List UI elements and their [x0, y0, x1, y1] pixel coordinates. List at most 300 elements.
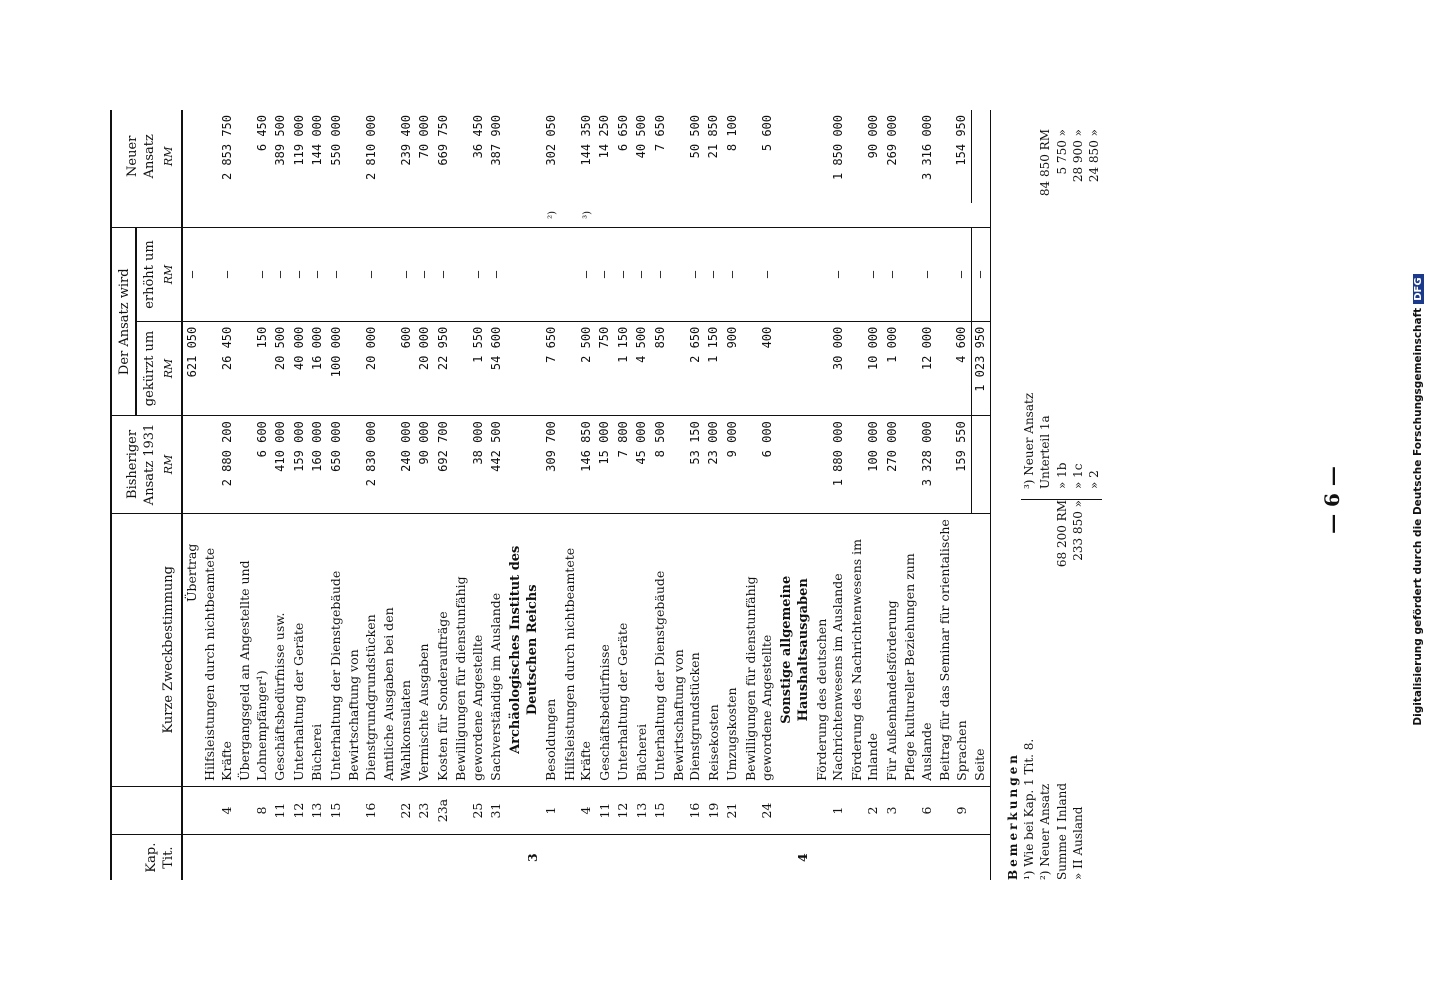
cell-mark [487, 203, 506, 228]
cell-prev: 160 000 [308, 416, 327, 513]
cell-mark [182, 203, 202, 228]
note-3-line-label: » 1c [1070, 463, 1085, 489]
table-row [452, 110, 487, 880]
cell-kap [290, 835, 309, 880]
cell-tit: 15 [651, 786, 670, 834]
cell-kap [614, 835, 633, 880]
cell-raised: — [971, 228, 990, 321]
cell-kap [813, 835, 848, 880]
col-cut-header [136, 321, 182, 416]
cell-raised [542, 228, 561, 321]
cell-desc: Kosten für Sonderaufträge [434, 513, 453, 786]
cell-kap: 4 [777, 835, 813, 880]
tit-label: Tit. [160, 846, 176, 869]
credit-text: Digitalisierung gefördert durch die Deutsche Forschungsgemeinschaft [1412, 307, 1424, 726]
note-3-line [1054, 129, 1070, 489]
cell-new: 389 500 [273, 115, 287, 166]
new-label: Neuer Ansatz [125, 134, 158, 179]
cell-kap [561, 835, 596, 880]
cell-prev: 3 328 000 [901, 416, 936, 513]
cell-cut: 1 150 [705, 321, 724, 416]
note-3-line-value: 24 850 » [1086, 129, 1101, 183]
table-row [380, 110, 415, 880]
cell-tit: 25 [452, 786, 487, 834]
cell-tit: 9 [936, 786, 971, 834]
cell-new: 3 316 000 [919, 115, 934, 181]
cell-kap [236, 835, 271, 880]
cell-cut: 20 000 [345, 321, 380, 416]
cell-new [971, 110, 990, 203]
note-3-line [1086, 129, 1102, 489]
cell-new [506, 110, 542, 203]
cell-raised: — [614, 228, 633, 321]
cell-mark [651, 203, 670, 228]
cell-cut: 621 050 [182, 321, 202, 416]
cell-raised: — [415, 228, 434, 321]
cell-raised: — [633, 228, 652, 321]
col-kap-header [111, 835, 182, 880]
cell-mark [596, 203, 615, 228]
cell-new: 302 050 [543, 115, 558, 166]
cell-desc: Unterhaltung der Geräte [290, 513, 309, 786]
cell-new: 36 450 [470, 115, 485, 159]
cell-cut: 2 500 [561, 321, 596, 416]
cell-raised: — [327, 228, 346, 321]
cell-tit: 15 [327, 786, 346, 834]
table-row [596, 110, 615, 880]
table-row [236, 110, 271, 880]
notes-section [1005, 110, 1102, 880]
cell-kap [345, 835, 380, 880]
cell-prev [506, 416, 542, 513]
table-row [506, 110, 542, 880]
cell-prev: 146 850 [561, 416, 596, 513]
col-desc-header: Kurze Zweckbestimmung [111, 513, 182, 786]
cell-desc: Pflege kultureller Beziehungen zum Auslande [901, 513, 936, 786]
cell-new: 7 650 [652, 115, 667, 152]
cell-new: 50 500 [687, 115, 702, 159]
cell-desc: Unterhaltung der Dienstgebäude [651, 513, 670, 786]
cell-cut: 1 000 [883, 321, 902, 416]
cell-prev: 38 000 [452, 416, 487, 513]
cell-new: 2 810 000 [363, 115, 378, 181]
cell-new: 40 500 [634, 115, 649, 159]
table-row [182, 110, 202, 880]
cell-raised: — [236, 228, 271, 321]
cell-tit: 23a [434, 786, 453, 834]
cell-desc: Unterhaltung der Geräte [614, 513, 633, 786]
cell-cut: 600 [380, 321, 415, 416]
cell-raised: — [723, 228, 742, 321]
cell-prev [971, 416, 990, 513]
cell-mark [883, 203, 902, 228]
cell-tit: 21 [723, 786, 742, 834]
cell-kap [201, 835, 236, 880]
cell-raised: — [596, 228, 615, 321]
cell-prev: 159 550 [936, 416, 971, 513]
cell-kap [182, 835, 202, 880]
table-row [651, 110, 670, 880]
table-row [290, 110, 309, 880]
cell-mark: ²) [547, 210, 559, 219]
cell-tit: 11 [271, 786, 290, 834]
note-3-line-value: 84 850 RM [1038, 129, 1053, 197]
table-row [813, 110, 848, 880]
cell-mark [614, 203, 633, 228]
cell-mark [308, 203, 327, 228]
cell-desc: Amtliche Ausgaben bei den Wahlkonsulaten [380, 513, 415, 786]
cell-cut: 100 000 [327, 321, 346, 416]
sum1-value: 68 200 RM [1054, 500, 1069, 568]
cell-tit [777, 786, 813, 834]
cell-prev: 159 000 [290, 416, 309, 513]
cell-cut: 150 [236, 321, 271, 416]
cell-tit: 8 [236, 786, 271, 834]
budget-table [110, 110, 991, 880]
cell-raised [777, 228, 813, 321]
cell-desc: Geschäftsbedürfnisse usw. [271, 513, 290, 786]
cell-cut: 4 600 [936, 321, 971, 416]
cell-new: 269 000 [884, 115, 899, 166]
cell-kap [971, 835, 990, 880]
col-new-header [111, 110, 182, 203]
cell-desc: Beitrag für das Seminar für orientalische Sprachen [936, 513, 971, 786]
cell-mark [936, 203, 971, 228]
cell-tit: 2 [848, 786, 883, 834]
note-3: ³) Neuer Ansatz [1022, 392, 1037, 489]
cell-tit: 16 [670, 786, 705, 834]
table-row [271, 110, 290, 880]
cell-prev: 23 000 [705, 416, 724, 513]
cell-raised: — [848, 228, 883, 321]
note-3-line-label: » 2 [1086, 470, 1101, 489]
cell-new: 239 400 [398, 115, 413, 166]
raised-unit: RM [162, 264, 176, 285]
table-row [487, 110, 506, 880]
cell-raised: — [670, 228, 705, 321]
cell-tit: 16 [345, 786, 380, 834]
credit-line [1412, 110, 1424, 890]
cell-new: 70 000 [417, 115, 431, 159]
cell-raised: — [561, 228, 596, 321]
cell-new: 14 250 [597, 115, 612, 159]
cell-tit: 11 [596, 786, 615, 834]
cut-unit: RM [162, 358, 176, 379]
cell-prev: 2 830 000 [345, 416, 380, 513]
cell-prev: 650 000 [327, 416, 346, 513]
cell-cut: 40 000 [290, 321, 309, 416]
cell-mark [327, 203, 346, 228]
cut-label: gekürzt um [142, 330, 158, 407]
cell-prev: 442 500 [487, 416, 506, 513]
cell-cut: 16 000 [308, 321, 327, 416]
note-2: ²) Neuer Ansatz [1038, 783, 1053, 880]
sum2-value: 233 850 » [1070, 500, 1085, 561]
cell-cut: 26 450 [201, 321, 236, 416]
cell-tit [971, 786, 990, 834]
cell-new [182, 110, 202, 203]
cell-cut [777, 321, 813, 416]
cell-cut [506, 321, 542, 416]
cell-cut: 900 [723, 321, 742, 416]
cell-kap [670, 835, 705, 880]
cell-mark [670, 203, 705, 228]
table-row [883, 110, 902, 880]
cell-new: 6 450 [254, 115, 269, 152]
table-row [901, 110, 936, 880]
cell-desc: Bewirtschaftung von Dienstgrundgrundstücken [345, 513, 380, 786]
cell-tit: 13 [633, 786, 652, 834]
cell-prev: 2 880 200 [201, 416, 236, 513]
cell-prev: 410 000 [271, 416, 290, 513]
cell-desc: Unterhaltung der Dienstgebäude [327, 513, 346, 786]
cell-tit: 19 [705, 786, 724, 834]
new-unit: RM [162, 146, 176, 167]
cell-raised: — [290, 228, 309, 321]
cell-prev [777, 416, 813, 513]
cell-raised: — [182, 228, 202, 321]
cell-kap [901, 835, 936, 880]
cell-mark [633, 203, 652, 228]
cell-cut: 10 000 [848, 321, 883, 416]
cell-prev: 15 000 [596, 416, 615, 513]
cell-mark: ³) [582, 210, 594, 219]
cell-cut: 750 [596, 321, 615, 416]
cell-raised: — [883, 228, 902, 321]
cell-kap [705, 835, 724, 880]
cell-prev: 45 000 [633, 416, 652, 513]
cell-prev: 6 600 [236, 416, 271, 513]
cell-mark [901, 203, 936, 228]
cell-new: 6 650 [615, 115, 630, 152]
cell-desc: Bücherei [308, 513, 327, 786]
cell-desc: Besoldungen [542, 513, 561, 786]
cell-prev: 240 000 [380, 416, 415, 513]
table-row [345, 110, 380, 880]
note-2-sum2 [1070, 500, 1086, 880]
cell-mark [434, 203, 453, 228]
cell-raised: — [271, 228, 290, 321]
cell-tit: 13 [308, 786, 327, 834]
cell-raised: — [901, 228, 936, 321]
col-raised-header [136, 228, 182, 321]
cell-mark [705, 203, 724, 228]
cell-raised: — [936, 228, 971, 321]
table-row [201, 110, 236, 880]
prev-unit: RM [162, 454, 176, 475]
cell-prev: 692 700 [434, 416, 453, 513]
cell-cut: 20 500 [271, 321, 290, 416]
cell-new: 669 750 [435, 115, 450, 166]
cell-kap [415, 835, 434, 880]
cell-kap [723, 835, 742, 880]
cell-desc: Übertrag [182, 513, 202, 786]
cell-desc: Bewilligungen für dienstunfähig gewordene Angestellte [742, 513, 777, 786]
cell-kap [936, 835, 971, 880]
cell-desc: Archäologisches Institut des Deutschen Reichs [506, 513, 542, 786]
notes-left-column [1021, 500, 1086, 880]
col-group-header: Der Ansatz wird [111, 228, 136, 416]
cell-prev: 6 000 [742, 416, 777, 513]
cell-new: 2 853 750 [219, 115, 234, 181]
cell-desc: Hilfsleistungen durch nichtbeamtete Kräfte [561, 513, 596, 786]
cell-prev: 270 000 [883, 416, 902, 513]
cell-cut: 7 650 [542, 321, 561, 416]
cell-desc: Förderung des deutschen Nachrichtenwesens im Auslande [813, 513, 848, 786]
cell-prev: 1 880 000 [813, 416, 848, 513]
cell-new: 154 950 [954, 115, 969, 166]
cell-mark [236, 203, 271, 228]
cell-cut: 850 [651, 321, 670, 416]
cell-desc: Sonstige allgemeine Haushaltsausgaben [777, 513, 813, 786]
cell-desc: Sachverständige im Auslande [487, 513, 506, 786]
table-row [936, 110, 971, 880]
cell-cut: 1 023 950 [971, 321, 990, 416]
dfg-logo: DFG [1413, 274, 1424, 303]
cell-tit: 3 [883, 786, 902, 834]
table-row [561, 110, 596, 880]
cell-mark [271, 203, 290, 228]
cell-tit [182, 786, 202, 834]
cell-new: 1 850 000 [831, 115, 846, 181]
cell-tit: 22 [380, 786, 415, 834]
cell-raised: — [434, 228, 453, 321]
cell-mark [415, 203, 434, 228]
cell-new: 550 000 [328, 115, 343, 166]
cell-mark [290, 203, 309, 228]
cell-raised: — [201, 228, 236, 321]
note-3-line-label: » 1b [1054, 462, 1069, 489]
cell-mark [506, 203, 542, 228]
cell-prev: 100 000 [848, 416, 883, 513]
note-3-line-value: 28 900 » [1070, 129, 1085, 183]
table-row [670, 110, 705, 880]
col-prev-header [111, 416, 182, 513]
cell-cut: 20 000 [415, 321, 434, 416]
notes-right-column [1021, 129, 1102, 500]
cell-cut: 30 000 [813, 321, 848, 416]
cell-kap [848, 835, 883, 880]
raised-label: erhöht um [142, 240, 158, 309]
cell-kap [596, 835, 615, 880]
cell-kap [651, 835, 670, 880]
cell-prev: 7 800 [614, 416, 633, 513]
cell-desc: Für Außenhandelsförderung [883, 513, 902, 786]
cell-mark [452, 203, 487, 228]
table-row [415, 110, 434, 880]
table-row [848, 110, 883, 880]
cell-desc: Reisekosten [705, 513, 724, 786]
cell-kap [542, 835, 561, 880]
cell-cut: 4 500 [633, 321, 652, 416]
table-row [633, 110, 652, 880]
cell-mark [777, 203, 813, 228]
cell-raised: — [452, 228, 487, 321]
note-3-line [1037, 129, 1053, 489]
note-1: ¹) Wie bei Kap. 1 Tit. 8. [1022, 738, 1037, 880]
table-row [723, 110, 742, 880]
cell-kap [742, 835, 777, 880]
cell-raised [506, 228, 542, 321]
cell-desc: Umzugskosten [723, 513, 742, 786]
cell-cut: 400 [742, 321, 777, 416]
cell-mark [723, 203, 742, 228]
cell-desc: Bücherei [633, 513, 652, 786]
cell-new: 144 350 [578, 115, 593, 166]
cell-mark [345, 203, 380, 228]
page-number: — 6 — [1320, 466, 1344, 534]
notes-title: Bemerkungen [1006, 752, 1020, 880]
cell-mark [201, 203, 236, 228]
cell-prev: 53 150 [670, 416, 705, 513]
cell-new: 21 850 [706, 115, 721, 159]
cell-desc: Übergangsgeld an Angestellte und Lohnempfänger¹) [236, 513, 271, 786]
cell-kap [434, 835, 453, 880]
cell-kap [271, 835, 290, 880]
cell-desc: Seite [971, 513, 990, 786]
col-mark-spacer [111, 203, 182, 228]
cell-tit: 1 [813, 786, 848, 834]
cell-new: 144 000 [310, 115, 324, 166]
table-row [542, 110, 561, 880]
table-row [971, 110, 990, 880]
cell-prev: 9 000 [723, 416, 742, 513]
cell-cut: 22 950 [434, 321, 453, 416]
cell-prev: 8 500 [651, 416, 670, 513]
cell-new [777, 110, 813, 203]
cell-mark [848, 203, 883, 228]
cell-tit: 23 [415, 786, 434, 834]
cell-tit [506, 786, 542, 834]
cell-raised: — [487, 228, 506, 321]
cell-cut: 1 150 [614, 321, 633, 416]
cell-prev: 309 700 [542, 416, 561, 513]
cell-tit: 24 [742, 786, 777, 834]
cell-new: 5 600 [759, 115, 774, 152]
table-row [742, 110, 777, 880]
cell-cut: 54 600 [487, 321, 506, 416]
cell-new: 8 100 [724, 115, 739, 152]
note-3-line-label: Unterteil 1a [1038, 415, 1053, 489]
cell-kap [327, 835, 346, 880]
cell-cut: 1 550 [452, 321, 487, 416]
prev-label: Bisheriger Ansatz 1931 [125, 423, 158, 506]
table-row [308, 110, 327, 880]
cell-tit: 4 [201, 786, 236, 834]
cell-tit: 1 [542, 786, 561, 834]
cell-kap: 3 [506, 835, 542, 880]
table-row [434, 110, 453, 880]
cell-kap [487, 835, 506, 880]
note-3-line [1070, 129, 1086, 489]
note-3-lines [1037, 129, 1102, 489]
cell-raised: — [705, 228, 724, 321]
cell-desc: Geschäftsbedürfnisse [596, 513, 615, 786]
sum2-label: » II Ausland [1070, 806, 1085, 880]
sum1-label: Summe I Inland [1054, 782, 1069, 880]
cell-desc: Bewirtschaftung von Dienstgrundstücken [670, 513, 705, 786]
table-row [614, 110, 633, 880]
cell-mark [971, 203, 990, 228]
table-row [705, 110, 724, 880]
note-2-sum1 [1054, 500, 1070, 880]
cell-tit: 12 [290, 786, 309, 834]
cell-mark [380, 203, 415, 228]
cell-tit: 4 [561, 786, 596, 834]
cell-kap [308, 835, 327, 880]
cell-raised: — [651, 228, 670, 321]
cell-tit: 6 [901, 786, 936, 834]
